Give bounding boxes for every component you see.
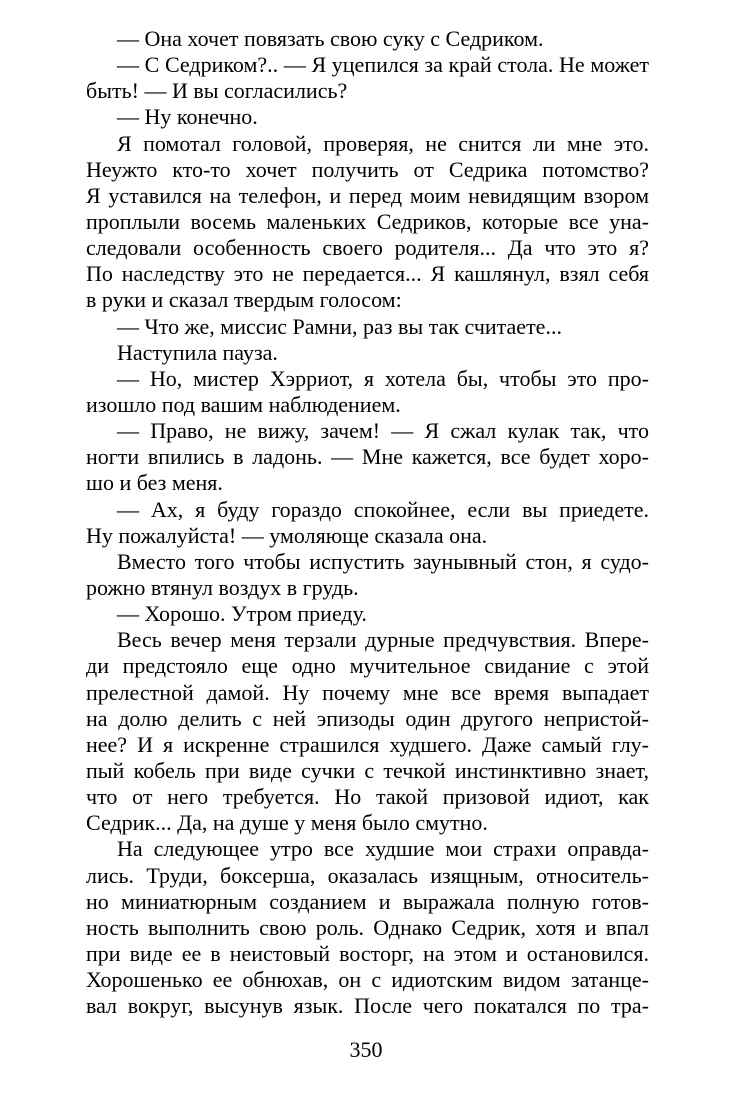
text-line: изошло под вашим наблюдением. xyxy=(86,391,401,417)
text-line: Я уставился на телефон, и перед моим невидящим взором xyxy=(86,182,649,208)
text-line: но миниатюрным созданием и выражала полную готов- xyxy=(86,888,649,914)
text-line: — С Седриком?.. — Я уцепился за край стола. Не может xyxy=(117,52,649,78)
text-line: рожно втянул воздух в грудь. xyxy=(86,574,359,600)
text-line: шо и без меня. xyxy=(86,470,223,496)
text-line: — Что же, миссис Рамни, раз вы так считаете... xyxy=(117,313,562,339)
text-line: Хорошенько ее обнюхав, он с идиотским видом затанце- xyxy=(86,967,649,993)
text-line: ногти впились в ладонь. — Мне кажется, все будет хоро- xyxy=(86,444,649,470)
text-line: Неужто кто-то хочет получить от Седрика потомство? xyxy=(86,156,649,182)
text-line: ди предстояло еще одно мучительное свидание с этой xyxy=(86,653,649,679)
text-line: лись. Труди, боксерша, оказалась изящным, относитель- xyxy=(86,862,649,888)
text-line: проплыли восемь маленьких Седриков, которые все уна- xyxy=(86,208,649,234)
text-line: Наступила пауза. xyxy=(117,339,278,365)
text-line: Ну пожалуйста! — умоляюще сказала она. xyxy=(86,522,488,548)
body-text xyxy=(86,26,649,1019)
text-line: следовали особенность своего родителя... Да что это я? xyxy=(86,235,649,261)
text-line: — Ах, я буду гораздо спокойнее, если вы приедете. xyxy=(117,496,649,522)
text-line: при виде ее в неистовый восторг, на этом и остановился. xyxy=(86,940,649,966)
text-line: Весь вечер меня терзали дурные предчувствия. Впере- xyxy=(117,627,649,653)
text-line: На следующее утро все худшие мои страхи оправда- xyxy=(117,836,649,862)
text-line: Я помотал головой, проверяя, не снится ли мне это. xyxy=(117,130,649,156)
text-line: — Но, мистер Хэрриот, я хотела бы, чтобы это про- xyxy=(117,365,649,391)
text-line: — Ну конечно. xyxy=(117,104,258,130)
text-line: Вместо того чтобы испустить заунывный стон, я судо- xyxy=(117,548,649,574)
text-line: вал вокруг, высунув язык. После чего покатался по тра- xyxy=(86,993,649,1019)
text-line: в руки и сказал твердым голосом: xyxy=(86,287,402,313)
text-line: ность выполнить свою роль. Однако Седрик, хотя и впал xyxy=(86,914,649,940)
text-line: быть! — И вы согласились? xyxy=(86,78,348,104)
text-line: прелестной дамой. Ну почему мне все время выпадает xyxy=(86,679,649,705)
text-line: нее? И я искренне страшился худшего. Даже самый глу- xyxy=(86,731,649,757)
text-line: — Она хочет повязать свою суку с Седриком. xyxy=(117,26,544,51)
text-line: что от него требуется. Но такой призовой идиот, как xyxy=(86,784,649,810)
page-number: 350 xyxy=(349,1037,383,1062)
text-line: По наследству это не передается... Я кашлянул, взял себя xyxy=(86,261,649,287)
text-line: Седрик... Да, на душе у меня было смутно. xyxy=(86,810,488,836)
text-line: пый кобель при виде сучки с течкой инстинктивно знает, xyxy=(86,757,649,783)
text-line: — Право, не вижу, зачем! — Я сжал кулак так, что xyxy=(117,418,649,444)
text-line: — Хорошо. Утром приеду. xyxy=(117,601,367,627)
text-line: на долю делить с ней эпизоды один другого непристой- xyxy=(86,705,649,731)
